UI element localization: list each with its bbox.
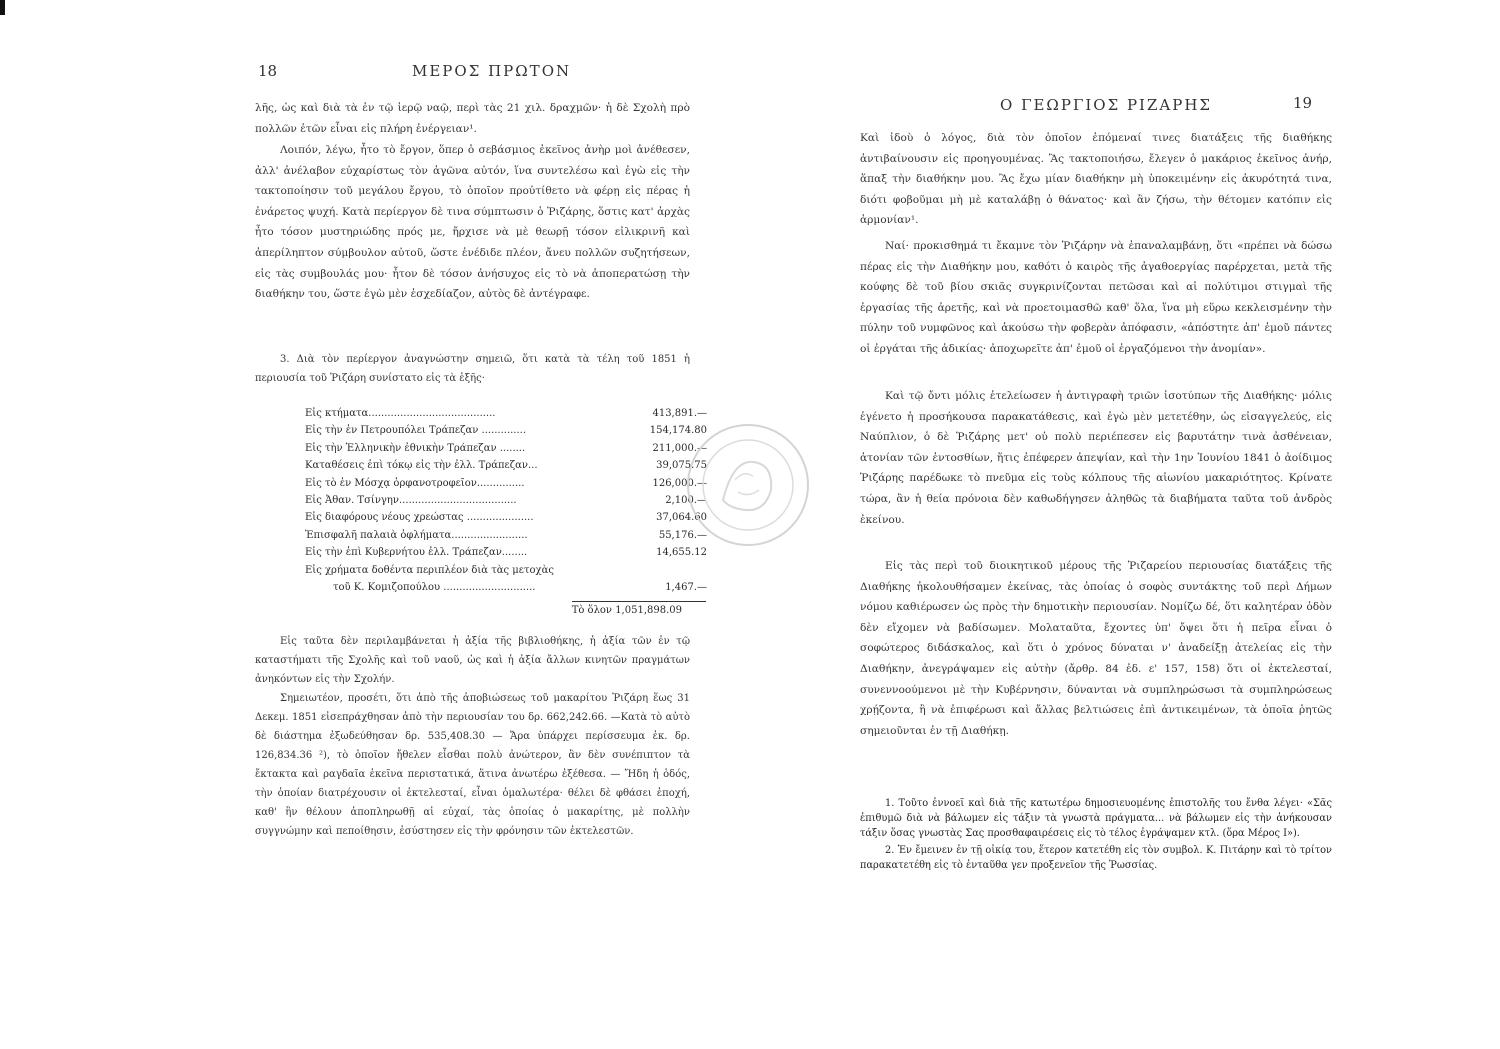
ledger-row [305, 492, 707, 509]
assets-total: Τὸ ὅλον 1,051,898.09 [571, 605, 682, 616]
ledger-value: 14,655.12 [656, 547, 707, 559]
ledger-value: 154,174.80 [649, 425, 707, 437]
paragraph: Εἰς ταῦτα δὲν περιλαμβάνεται ἡ ἀξία τῆς βιβλιοθήκης, ἡ ἀξία τῶν ἐν τῷ καταστήματι τῆς Σχολῆς καὶ τοῦ ναοῦ, ὡς καὶ ἡ ἀξία ἄλλων κινητῶν πραγμάτων ἀνηκόντων εἰς τὴν Σχολήν. [255, 636, 690, 685]
paragraph: Λοιπόν, λέγω, ἦτο τὸ ἔργον, ὅπερ ὁ σεβάσμιος ἐκεῖνος ἀνὴρ μοὶ ἀνέθεσεν, ἀλλ' ἀνέλαβον εὐχαρίστως τὸν ἀγῶνα αὐτόν, ἵνα συντελέσω καὶ ἐγὼ εἰς τὴν τακτοποίησιν τοῦ μεγάλου ἔργου, τὸ ὁποῖον προὐτίθετο νὰ φέρῃ εἰς πέρας ἡ ἐνάρετος ψυχή. Κατὰ περίεργον δὲ τινα σύμπτωσιν ὁ Ῥιζάρης, ὅστις κατ' ἀρχὰς ἦτο τόσον μυστηριώδης πρός με, ἤρχισε νὰ μὲ θεωρῇ τόσον εἰλικρινῆ καὶ ἀπερίληπτον σύμβουλον αὐτοῦ, ὥστε ἐνέδιδε πλέον, ἄνευ πολλῶν συζητήσεων, εἰς τὰς συμβουλάς μου· ἦτον δὲ τόσον ἀνήσυχος εἰς τὸ νὰ ἀποπερατώσῃ τὴν διαθήκην του, ὥστε ἐγὼ μὲν ἐσχεδίαζον, αὐτὸς δὲ ἀντέγραφε. [255, 144, 690, 301]
ledger-label: Εἰς τὸ ἐν Μόσχᾳ ὀρφανοτροφεῖον............... [305, 477, 525, 489]
paragraph: λῆς, ὡς καὶ διὰ τὰ ἐν τῷ ἱερῷ ναῷ, περὶ τὰς 21 χιλ. δραχμῶν· ἡ δὲ Σχολὴ πρὸ πολλῶν ἐτῶν εἶναι εἰς πλήρη ἐνέργειαν¹. [255, 102, 690, 135]
ledger-label: Εἰς Ἀθαν. Τσίνγην..................................... [305, 494, 517, 506]
ledger-value: 55,176.— [658, 529, 707, 541]
assets-rows [305, 405, 707, 596]
ledger-label: Εἰς χρήματα δοθέντα περιπλέον διὰ τὰς μετοχὰς [305, 564, 554, 576]
assets-table [305, 405, 707, 596]
ledger-label: Ἐπισφαλῆ παλαιὰ ὀφλήματα........................ [305, 529, 528, 541]
ledger-label: Εἰς τὴν ἐπὶ Κυβερνήτου ἐλλ. Τράπεζαν........ [305, 547, 528, 559]
ledger-row [305, 509, 707, 526]
ledger-label: Εἰς κτήματα........................................ [305, 408, 496, 419]
ledger-value: 39,075.75 [656, 460, 707, 472]
ledger-value: 37,064.60 [656, 512, 707, 524]
ledger-row [305, 475, 707, 492]
ledger-row [305, 527, 707, 544]
paragraph: Εἰς τὰς περὶ τοῦ διοικητικοῦ μέρους τῆς Ῥιζαρείου περιουσίας διατάξεις τῆς Διαθήκης ἠκολουθήσαμεν ἐκείνας, τὰς ὁποίας ὁ σοφὸς συντάκτης τοῦ περὶ Δήμων νόμου καθιέρωσεν ὡς πρὸς τὴν δημοτικὴν περιουσίαν. Νομίζω δέ, ὅτι καλητέραν ὁδὸν δὲν εἴχομεν νὰ βαδίσωμεν. Μολαταῦτα, ἔχοντες ὑπ' ὄψει ὅτι ἡ πεῖρα εἶναι ὁ σοφώτερος διδάσκαλος, καὶ ὅτι ὁ χρόνος δύναται ν' ἀναδείξῃ ἀτελείας εἰς τὴν Διαθήκην, ἀνεγράψαμεν εἰς αὐτὴν (ἄρθρ. 84 ἐδ. ε' 157, 158) ὅτι οἱ ἐκτελεσταί, συνεννοούμενοι μὲ τὴν Κυβέρνησιν, δύνανται νὰ συμπληρώσωσι τὰ συμπληρώσεως χρῄζοντα, ἢ νὰ ἐπιφέρωσι καὶ ἄλλας βελτιώσεις ἐπὶ ἀντικειμένων, τὰ ὁποῖα ῥητῶς σημειοῦνται ἐν τῇ Διαθήκῃ. [860, 560, 1332, 737]
total-rule [572, 601, 706, 602]
ledger-row [305, 544, 707, 561]
library-seal-stamp [683, 420, 813, 550]
paragraph: Καὶ ἰδοὺ ὁ λόγος, διὰ τὸν ὁποῖον ἐπόμεναί τινες διατάξεις τῆς διαθήκης ἀντιβαίνουσιν εἰς προηγουμένας. Ἂς τακτοποιήσω, ἔλεγεν ὁ μακάριος ἐκεῖνος ἀνήρ, ἅπαξ τὴν διαθήκην μου. Ἂς ἔχω μίαν διαθήκην μὴ ὑποκειμένην εἰς ἀκυρότητά τινα, διότι φοβοῦμαι μὴ μὲ καταλάβῃ ὁ θάνατος· καὶ ἂν ζήσω, τὴν θέτομεν κατόπιν εἰς ἁρμονίαν¹. [860, 132, 1332, 227]
ledger-value: 1,467.— [665, 581, 707, 593]
ledger-row [305, 562, 707, 579]
paragraph: Ναί· προκισθημά τι ἔκαμνε τὸν Ῥιζάρην νὰ ἐπαναλαμβάνῃ, ὅτι «πρέπει νὰ δώσω πέρας εἰς τὴν Διαθήκην μου, καθότι ὁ καιρὸς τῆς ἀγαθοεργίας παρέρχεται, μετὰ τῆς κούφης δὲ τοῦ βίου σκιᾶς συγκρινίζονται πετῶσαι καὶ αἱ πολύτιμοι στιγμαὶ τῆς ἐργασίας τῆς ἀρετῆς, καὶ νὰ προετοιμασθῶ καθ' ὅλα, ἵνα μὴ εὕρω κεκλεισμένην τὴν πύλην τοῦ νυμφῶνος καὶ ἀκούσω τὴν φοβερὰν ἀπόφασιν, «ἀπόστητε ἀπ' ἐμοῦ πάντες οἱ ἐργάται τῆς ἀδικίας· ἀποχωρεῖτε ἀπ' ἐμοῦ οἱ ἐργαζόμενοι τὴν ἀνομίαν». [860, 240, 1332, 355]
ledger-row [305, 457, 707, 474]
ledger-row [305, 440, 707, 457]
footnote: 1. Τοῦτο ἐννοεῖ καὶ διὰ τῆς κατωτέρω δημοσιευομένης ἐπιστολῆς του ἔνθα λέγει· «Σᾶς ἐπιθυμῶ διὰ νὰ βάλωμεν εἰς τάξιν τὰ γνωστὰ πράγματα... νὰ βάλωμεν εἰς τὴν ἀνήκουσαν τάξιν ὅσας γνωστὰς Σας προσθαφαιρέσεις εἰς τὸ τέλος ἐγράψαμεν κτλ. (ὅρα Μέρος Ι»). [860, 798, 1332, 839]
paragraph: Σημειωτέον, προσέτι, ὅτι ἀπὸ τῆς ἀποβιώσεως τοῦ μακαρίτου Ῥιζάρη ἕως 31 Δεκεμ. 1851 εἰσεπράχθησαν ἀπὸ τὴν περιουσίαν του δρ. 662,242.66. —Κατὰ τὸ αὐτὸ δὲ διάστημα ἐξωδεύθησαν δρ. 535,408.30 — Ἄρα ὑπάρχει περίσσευμα ἐκ. δρ. 126,834.36 ²), τὸ ὁποῖον ἤθελεν εἶσθαι πολὺ ἀνώτερον, ἂν δὲν συνέπιπτον τὰ ἔκτακτα καὶ ραγδαῖα ἐκεῖνα περιστατικά, ἅτινα ἀνωτέρω ἐξέθεσα. — Ἤδη ἡ ὁδός, τὴν ὁποίαν διατρέχουσιν οἱ ἐκτελεσταί, εἶναι ὁμαλωτέρα· θέλει δὲ φθάσει ἐποχή, καθ' ἣν θέλουν ἀποπληρωθῇ αἱ εὐχαί, τὰς ὁποίας ὁ μακαρίτης, μὲ πολλὴν συγγνώμην καὶ πεποίθησιν, ἐσύστησεν εἰς τὴν φρόνησιν τῶν ἐκτελεστῶν. [255, 693, 690, 837]
page-number: 19 [1293, 94, 1313, 112]
running-head: ΜΕΡΟΣ ΠΡΩΤΟΝ [412, 62, 572, 80]
ledger-row [305, 422, 707, 439]
ledger-label: Εἰς τὴν ἐν Πετρουπόλει Τράπεζαν .............. [305, 425, 527, 437]
ledger-label: τοῦ Κ. Κομιζοπούλου ............................. [333, 581, 536, 593]
ledger-value: 413,891.— [652, 408, 707, 419]
page-number: 18 [258, 62, 278, 80]
paragraph: Καὶ τῷ ὄντι μόλις ἐτελείωσεν ἡ ἀντιγραφὴ τριῶν ἰσοτύπων τῆς Διαθήκης· μόλις ἐγένετο ἡ προσήκουσα παρακατάθεσις, καὶ ἐγὼ μὲν μετετέθην, ὡς εἰσαγγελεύς, εἰς Ναύπλιον, ὁ δὲ Ῥιζάρης μετ' οὐ πολὺ περιέπεσεν εἰς βαρυτάτην τινὰ ἀσθένειαν, ἀτονίαν τῶν ἐντοσθίων, ἥτις ἐπέφερεν ἀπεψίαν, καὶ τὴν 1ην Ἰουνίου 1841 ὁ ἀοίδιμος Ῥιζάρης παρέδωκε τὸ πνεῦμα εἰς τοὺς κόλπους τῆς αἰωνίου μακαριότητος. Κρίνατε τώρα, ἂν ἡ θεία πρόνοια δὲν καθωδήγησεν ἀληθῶς τὰ διαβήματα ταῦτα τοῦ ἀνδρὸς ἐκείνου. [860, 390, 1332, 526]
ledger-value: 126,000.— [652, 477, 707, 489]
ledger-row [305, 579, 707, 596]
right-page [860, 0, 1335, 1049]
ledger-label: Εἰς διαφόρους νέους χρεώστας ..................... [305, 512, 534, 524]
footnote: 2. Ἐν ἔμεινεν ἐν τῇ οἰκίᾳ του, ἕτερον κατετέθη εἰς τὸν συμβολ. Κ. Πιτάρην καὶ τὸ τρίτον παρακατετέθη εἰς τὸ ἐνταῦθα γεν προξενεῖον τῆς Ῥωσσίας. [860, 845, 1332, 871]
ledger-value: 211,000.— [652, 442, 707, 454]
running-head: Ο ΓΕΩΡΓΙΟΣ ΡΙΖΑΡΗΣ [1000, 96, 1213, 114]
scan-edge-mark [0, 0, 5, 15]
paragraph: 3. Διὰ τὸν περίεργον ἀναγνώστην σημειῶ, ὅτι κατὰ τὰ τέλη τοῦ 1851 ἡ περιουσία τοῦ Ῥιζάρη συνίστατο εἰς τὰ ἑξῆς· [255, 354, 690, 384]
ledger-label: Καταθέσεις ἐπὶ τόκῳ εἰς τὴν ἐλλ. Τράπεζαν... [305, 460, 538, 472]
ledger-row [305, 405, 707, 422]
ledger-label: Εἰς τὴν Ἑλληνικὴν ἐθνικὴν Τράπεζαν ........ [305, 442, 526, 454]
ledger-value: 2,100.— [665, 494, 707, 506]
